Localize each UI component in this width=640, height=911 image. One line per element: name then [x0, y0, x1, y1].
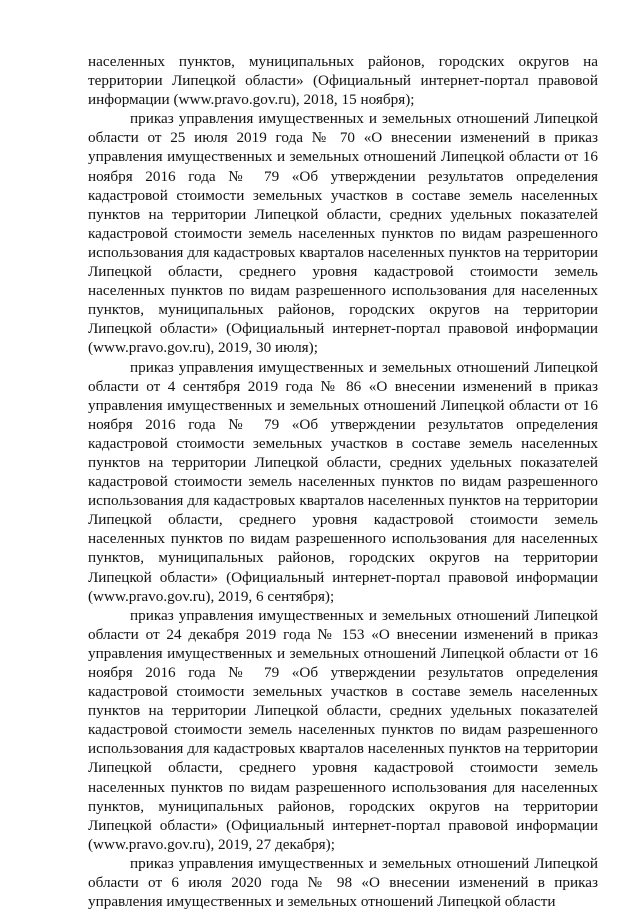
paragraph-continuation: населенных пунктов, муниципальных районов, городских округов на территории Липецкой области» (Официальный интернет-портал правовой информации (www.pravo.gov.ru), 2018, 15 ноября); — [88, 53, 598, 109]
paragraph-order-153: приказ управления имущественных и земельных отношений Липецкой области от 24 декабря 2019 года № 153 «О внесении изменений в приказ управления имущественных и земельных отношений Липецкой области от 16 ноября 2016 года № 79 «Об утверждении результатов определения кадастровой стоимости земельных участков в составе земель населенных пунктов на территории Липецкой области, средних удельных показателей кадастровой стоимости земель населенных пунктов по видам разрешенного использования для кадастровых кварталов населенных пунктов на территории Липецкой области, среднего уровня кадастровой стоимости земель населенных пунктов по видам разрешенного использования для населенных пунктов, муниципальных районов, городских округов на территории Липецкой области» (Официальный интернет-портал правовой информации (www.pravo.gov.ru), 2019, 27 декабря); — [88, 606, 598, 853]
paragraph-order-86: приказ управления имущественных и земельных отношений Липецкой области от 4 сентября 2019 года № 86 «О внесении изменений в приказ управления имущественных и земельных отношений Липецкой области от 16 ноября 2016 года № 79 «Об утверждении результатов определения кадастровой стоимости земельных участков в составе земель населенных пунктов на территории Липецкой области, средних удельных показателей кадастровой стоимости земель населенных пунктов по видам разрешенного использования для кадастровых кварталов населенных пунктов на территории Липецкой области, среднего уровня кадастровой стоимости земель населенных пунктов по видам разрешенного использования для населенных пунктов, муниципальных районов, городских округов на территории Липецкой области» (Официальный интернет-портал правовой информации (www.pravo.gov.ru), 2019, 6 сентября); — [88, 358, 598, 605]
paragraph-order-98: приказ управления имущественных и земельных отношений Липецкой области от 6 июля 2020 года № 98 «О внесении изменений в приказ управления имущественных и земельных отношений Липецкой области — [88, 854, 598, 911]
document-page — [88, 52, 598, 911]
paragraph-order-70: приказ управления имущественных и земельных отношений Липецкой области от 25 июля 2019 года № 70 «О внесении изменений в приказ управления имущественных и земельных отношений Липецкой области от 16 ноября 2016 года № 79 «Об утверждении результатов определения кадастровой стоимости земельных участков в составе земель населенных пунктов на территории Липецкой области, средних удельных показателей кадастровой стоимости земель населенных пунктов по видам разрешенного использования для кадастровых кварталов населенных пунктов на территории Липецкой области, среднего уровня кадастровой стоимости земель населенных пунктов по видам разрешенного использования для населенных пунктов, муниципальных районов, городских округов на территории Липецкой области» (Официальный интернет-портал правовой информации (www.pravo.gov.ru), 2019, 30 июля); — [88, 110, 598, 357]
